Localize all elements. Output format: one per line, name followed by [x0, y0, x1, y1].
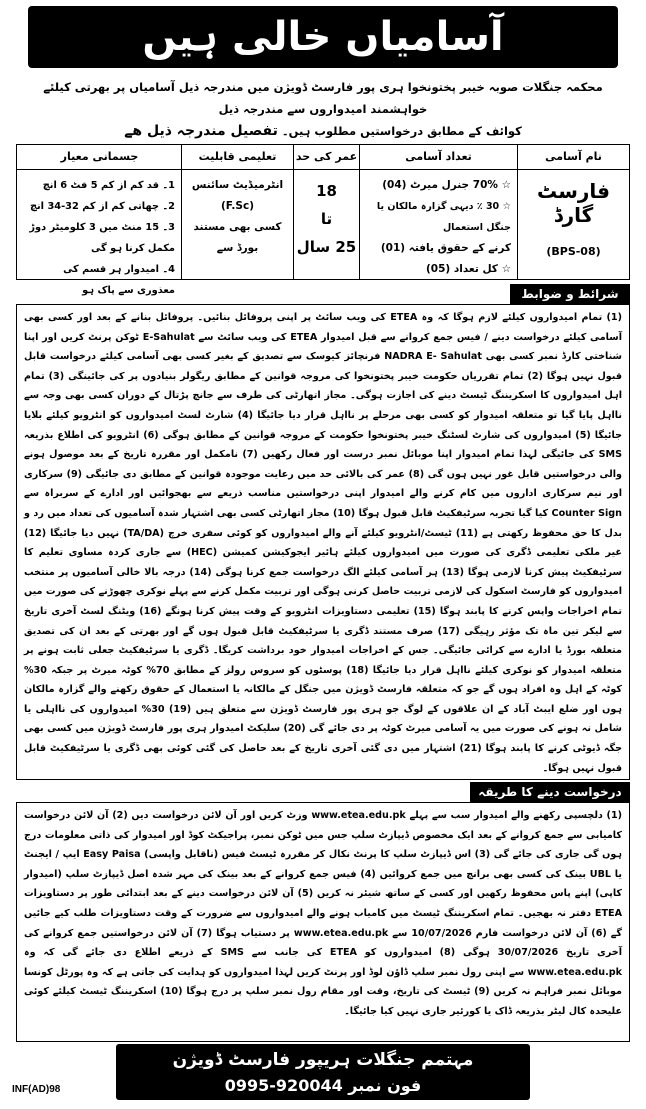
details-heading: تفصیل مندرجہ ذیل ھے	[124, 123, 278, 139]
qualification-line: کسی بھی مستند بورڈ سے	[193, 221, 282, 254]
header-post: نام آسامی	[517, 145, 629, 169]
header-qualification: تعلیمی قابلیت	[181, 145, 293, 169]
table-header-row	[17, 145, 629, 170]
physical-line: 1۔ قد کم از کم 5 فٹ 6 انچ	[42, 180, 175, 191]
footer-org: مہتمم جنگلات ہریپور فارسٹ ڈویژن	[172, 1050, 474, 1070]
headline: آسامیاں خالی ہیں	[28, 6, 618, 68]
age-from: 18	[316, 182, 337, 200]
header-count: تعداد آسامی	[359, 145, 517, 169]
cell-post	[517, 169, 629, 279]
header-physical: جسمانی معیار	[60, 150, 139, 163]
apply-title: درخواست دینے کا طریقہ	[470, 782, 630, 802]
intro-line-1: محکمہ جنگلات صوبہ خیبر پختونخوا ہری پور فارسٹ ڈویژن میں مندرجہ ذیل آسامیاں پر بھرتی کیلئے خواہشمند امیدواروں سے مندرجہ ذیل	[43, 80, 603, 116]
count-line: ☆ 30 ٪ دیہی گزارہ مالکان یا جنگل استعمال	[376, 201, 511, 233]
advertisement-page	[6, 4, 640, 1104]
rules-title: شرائط و ضوابط	[510, 284, 630, 304]
apply-text: (1) دلچسپی رکھنے والے امیدوار سب سے پہلے www.etea.edu.pk وزٹ کریں اور آن لائن درخواست دیں (2) آن لائن درخواست کامیابی سے جمع کروانے کے بعد ایک مخصوص ڈیپازٹ سلپ جس میں ٹوکن نمبر، پراجیکٹ کوڈ اور امیدوار کی ذاتی معلومات درج ہوں گی جاری کی جائے گی (3) اس ڈیپازٹ سلپ کا پرنٹ نکال کر مقررہ ٹیسٹ فیس (ناقابل واپسی) Easy Paisa ایپ / ایجنٹ یا UBL بینک کی کسی بھی برانچ میں جمع کروائیں (4) فیس جمع کروانے کے بعد بینک کی مہر شدہ اصل ڈیپازٹ سلپ (امیدوار کاپی) اپنے پاس محفوظ رکھیں اور کسی کے ساتھ شیئر نہ کریں (5) آن لائن درخواست دینے کے بعد ابتدائی طور پر دستاویزات ETEA دفتر نہ بھجیں۔ تمام اسکریننگ ٹیسٹ میں کامیاب ہونے والے امیدواروں سے ضرورت کے وقت دستاویزات طلب کیے جائیں گے (6) آن لائن درخواست فارم 10/07/2026 سے www.etea.edu.pk پر دستیاب ہوگا (7) آن لائن درخواستیں جمع کروانے کی آخری تاریخ 30/07/2026 ہوگی (8) امیدواروں کو ETEA کی جانب سے SMS کے ذریعے اطلاع دی جائے گی کہ وہ www.etea.edu.pk سے اپنی رول نمبر سلپ ڈاؤن لوڈ اور پرنٹ کریں لہذا امیدواروں کو ہدایت کی جاتی ہے کہ وہ پورٹل کونسا موبائل نمبر فراہم نہ کریں (9) ٹیسٹ کی تاریخ، وقت اور مقام رول نمبر سلپ پر درج ہوگا (10) اسکریننگ ٹیسٹ کیلئے کوئی علیحدہ کال لیٹر بذریعہ ڈاک یا کورئیر جاری نہیں کیا جائیگا۔	[16, 802, 630, 1042]
intro-line-2	[14, 120, 632, 142]
count-line: ☆ کل تعداد (05)	[425, 263, 511, 275]
post-scale: (BPS-08)	[546, 245, 601, 258]
physical-line: 2۔ چھاتی کم از کم 32-34 انچ	[29, 201, 175, 212]
count-line: کرنے کے حقوق یافتہ (01)	[380, 242, 511, 254]
reference-code: INF(AD)98	[12, 1084, 61, 1095]
rules-text: (1) تمام امیدواروں کیلئے لازم ہوگا کہ وہ ETEA کی ویب سائٹ پر اپنی پروفائل بنائیں۔ پروفائل بنانے کے بعد اور کسی بھی آسامی کیلئے درخواست دینے / فیس جمع کروانے سے قبل امیدوار ETEA کی ویب سائٹ سے E-Sahulat ٹوکن پرنٹ کریں اور اپنا شناختی کارڈ نمبر کسی بھی NADRA E- Sahulat فرنچائز کیوسک سے تصدیق کے بغیر کسی بھی آسامی کیلئے درخواست قابل قبول نہیں ہوگا (2) تمام تقرریاں حکومت خیبر پختونخوا کی مروجہ قوانین کے مطابق ریگولر بنیادوں پر کی جائینگی (3) تمام اہل امیدواروں کا اسکریننگ ٹیسٹ دینے کی اجازت ہوگی۔ مجاز اتھارٹی کی طرف سے جانچ پڑتال کے دوران کسی بھی وجہ سے نااہل پایا گیا تو متعلقہ امیدوار کو کسی بھی مرحلے پر نااہل قرار دیا جائیگا (4) شارٹ لسٹ امیدواروں کو انٹرویو کیلئے بلایا جائیگا (5) امیدواروں کی شارٹ لسٹنگ خیبر پختونخوا حکومت کے مروجہ قوانین کے مطابق ہوگی (6) انٹرویو کی اطلاع بذریعہ SMS کی جائیگی لہذا تمام امیدوار اپنا موبائل نمبر درست اور فعال رکھیں (7) نامکمل اور مقررہ تاریخ کے بعد موصول ہونے والی درخواستیں قابل غور نہیں ہوں گی (8) عمر کی بالائی حد میں رعایت موجودہ قوانین کے مطابق دی جائیگی (9) سرکاری اور نیم سرکاری اداروں میں کام کرنے والے امیدوار اپنی درخواستیں مناسب ذریعے سے بھجوائیں اور ادارے کے سربراہ سے Counter Sign کیا گیا تجربہ سرٹیفکیٹ قابل قبول ہوگا (10) مجاز اتھارٹی کسی بھی اشتہار شدہ آسامیوں کی تعداد میں رد و بدل کا حق محفوظ رکھتی ہے (11) ٹیسٹ/انٹرویو کیلئے آنے والے امیدواروں کو کوئی سفری خرچ (TA/DA) نہیں دیا جائیگا (12) غیر ملکی تعلیمی ڈگری کی صورت میں امیدواروں کیلئے ہائیر ایجوکیشن کمیشن (HEC) سے جاری کردہ مساوی تعلیم کا سرٹیفکیٹ پیش کرنا لازمی ہوگا (13) ہر آسامی کیلئے الگ درخواست جمع کرنا ہوگی (14) درجہ بالا خالی آسامیوں پر منتخب امیدواروں کو فارسٹ اسکول کی لازمی تربیت حاصل کرنی ہوگی اور تربیت مکمل کرنے سے پہلے نوکری چھوڑنے کی صورت میں تمام اخراجات واپس کرنے کا پابند ہوگا (15) تعلیمی دستاویزات انٹرویو کے وقت پیش کرنا ہونگے (16) ویٹنگ لسٹ آخری تاریخ سے لیکر تین ماہ تک مؤثر رہیگی (17) صرف مستند ڈگری یا سرٹیفکیٹ قابل قبول ہوں گے اور بھرتی کے بعد ان کی تصدیق متعلقہ بورڈ یا ادارے سے کرائی جائیگی۔ جس کے اخراجات امیدوار خود برداشت کریگا۔ ڈگری یا سرٹیفکیٹ جعلی ثابت ہونے پر متعلقہ امیدوار کو نوکری کیلئے نااہل قرار دیا جائیگا (18) پوسٹوں کو سروس رولز کے مطابق 70% کوٹہ میرٹ پر جبکہ 30% کوٹہ کے اہل وہ افراد ہوں گے جو کہ متعلقہ فارسٹ ڈویژن میں جنگل کے مالکانہ یا استعمال کے حقوق رکھنے والے گزارہ مالکان ہوں اور ضلع ایبٹ آباد کے ان علاقوں کے لوگ جو ہری پور فارسٹ ڈویژن سے متعلق ہیں (19) 30% امیدواروں کی نااہلی یا شامل نہ ہونے کی صورت میں یہ آسامی میرٹ کوٹہ پر دی جائے گی (20) سلیکٹ امیدوار ہری پور فارسٹ ڈویژن میں کسی بھی جگہ ڈیوٹی کرنے کا پابند ہوگا (21) اشتہار میں دی گئی آخری تاریخ کے بعد حاصل کی گئی کوئی بھی ڈگری یا سرٹیفکیٹ قابل قبول نہیں ہوگا۔	[16, 304, 630, 780]
count-line: ☆ 70% جنرل میرٹ (04)	[382, 179, 511, 191]
physical-line: 3۔ 15 منٹ میں 3 کلومیٹر دوڑ مکمل کرنا ہو گی	[29, 222, 175, 254]
footer-phone: فون نمبر 920044-0995	[224, 1076, 422, 1095]
physical-line: 4۔ امیدوار ہر قسم کی معذوری سے پاک ہو	[63, 264, 175, 296]
header-age: عمر کی حد	[293, 145, 359, 169]
footer-banner	[116, 1044, 530, 1100]
qualification-line: انٹرمیڈیٹ سائنس (F.Sc)	[191, 179, 284, 212]
cell-age	[293, 169, 359, 279]
cell-physical	[18, 169, 181, 296]
post-name: فارسٹ گارڈ	[537, 179, 610, 227]
cell-qualification	[181, 169, 293, 279]
age-to-word: تا	[320, 210, 333, 228]
cell-count	[359, 169, 517, 279]
age-to: 25 سال	[296, 238, 357, 256]
intro-line-2-prefix: کوائف کے مطابق درخواستیں مطلوب ہیں۔	[281, 124, 522, 138]
intro-text	[14, 76, 632, 142]
